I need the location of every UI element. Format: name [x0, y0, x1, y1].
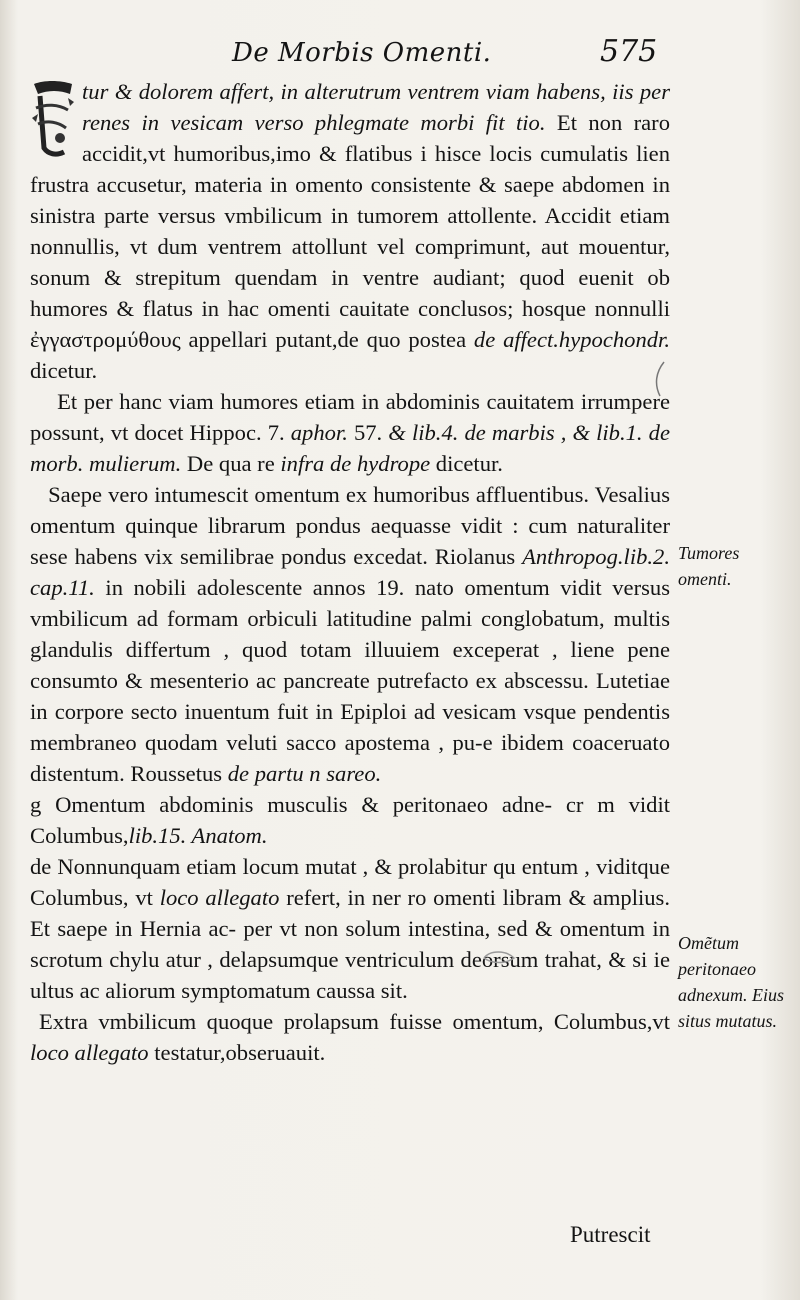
margin-note-tumores: Tumores omenti.: [678, 543, 740, 589]
italic-text-run: de affect.hypochondr.: [473, 327, 670, 352]
main-text-block: [30, 76, 670, 1068]
text-run: testatur,obseruauit.: [148, 1040, 326, 1065]
margin-stroke-mark: [650, 360, 670, 400]
text-run: refert, in ner ro omenti libram & amplius. Et saepe in Hernia ac- per vt non solum intestina, sed & omentum in scrotum chylu atur , delapsumque ventriculum deorsum trahat, & si ie ultus ac aliorum symptomatum caussa sit.: [30, 885, 670, 1003]
paragraph: [30, 789, 670, 851]
text-run: Saepe vero intumescit omentum ex humoribus affluentibus. Vesalius omentum quinque librarum pondus aequasse vidit : cum naturaliter sese habens vix semilibrae pondus excedat. Riolanus: [30, 482, 670, 569]
paragraph: [30, 479, 670, 789]
text-run: De qua re: [181, 451, 281, 476]
italic-text-run: tio.: [516, 110, 557, 135]
text-run: de Nonnunquam etiam locum mutat , & prolabitur qu entum , viditque Columbus, vt: [30, 854, 670, 910]
text-run: in nobili adolescente annos 19. nato omentum vidit versus vmbilicum ad formam orbiculi latitudine palmi conglobatum, multis glandulis differtum , quod totam illuuiem exceperat , liene pene consumto & mesenterio ac pancreate putrefacto ex abscessu. Lutetiae in corpore secto inuentum fuit in Epiploi ad vesicam vsque pendentis membraneo quodam veluti sacco apostema , pu-e ibidem coaceruato distentum. Roussetus: [30, 575, 670, 786]
page-header: [0, 34, 800, 74]
decorated-initial-icon: [30, 78, 76, 160]
running-head: De Morbis Omenti.: [232, 38, 492, 68]
text-run: Et non raro accidit,vt humoribus,imo & flatibus i hisce locis cumulatis lien frustra accusetur, materia in omento consistente & saepe abdomen in sinistra parte versus vmbilicum in tumorem attollente. Accidit etiam nonnullis, vt dum ventrem attollunt vel comprimunt, aut mouentur, sonum & strepitum quendam in ventre audiant; quod euenit ob humores & flatus in hac omenti cauitate conclusos; hosque nonnulli: [30, 110, 670, 321]
italic-text-run: Anthropog.lib.2. cap.11.: [30, 544, 670, 600]
paragraph: [30, 76, 670, 386]
margin-note-omentum-situs: Omẽtum peritonaeo adnexum. Eius situs mutatus.: [678, 933, 784, 1031]
catchword: Putrescit: [570, 1222, 651, 1247]
ink-stain-mark: [480, 948, 520, 968]
text-run: appellari putant,de quo postea: [180, 327, 474, 352]
italic-text-run: & lib.4. de marbis , & lib.1. de morb. mulierum.: [30, 420, 670, 476]
text-run: dicetur.: [430, 451, 503, 476]
italic-text-run: tur & dolorem affert, in alterutrum ventrem viam habens, iis per renes in vesicam verso phlegmate morbi fit: [82, 79, 670, 135]
text-run: 57.: [347, 420, 389, 445]
text-run: Extra vmbilicum quoque prolapsum fuisse omentum, Columbus,vt: [39, 1009, 670, 1034]
text-run: ἐγγαστρομύθους: [30, 327, 181, 352]
paragraph: [30, 386, 670, 479]
italic-text-run: infra de hydrope: [280, 451, 431, 476]
italic-text-run: lib.15. Anatom.: [128, 823, 268, 848]
italic-text-run: de partu n sareo.: [227, 761, 382, 786]
text-run: Et per hanc viam humores etiam in abdominis cauitatem irrumpere possunt, vt docet Hippoc. 7.: [30, 389, 670, 445]
italic-text-run: loco allegato: [30, 1040, 149, 1065]
page-number: 575: [600, 34, 658, 69]
paragraph: [30, 851, 670, 1006]
italic-text-run: loco allegato: [159, 885, 280, 910]
paragraph: [30, 1006, 670, 1068]
text-run: g Omentum abdominis musculis & peritonaeo adne- cr m vidit Columbus,: [30, 792, 670, 848]
italic-text-run: aphor.: [290, 420, 348, 445]
text-run: dicetur.: [30, 358, 98, 383]
